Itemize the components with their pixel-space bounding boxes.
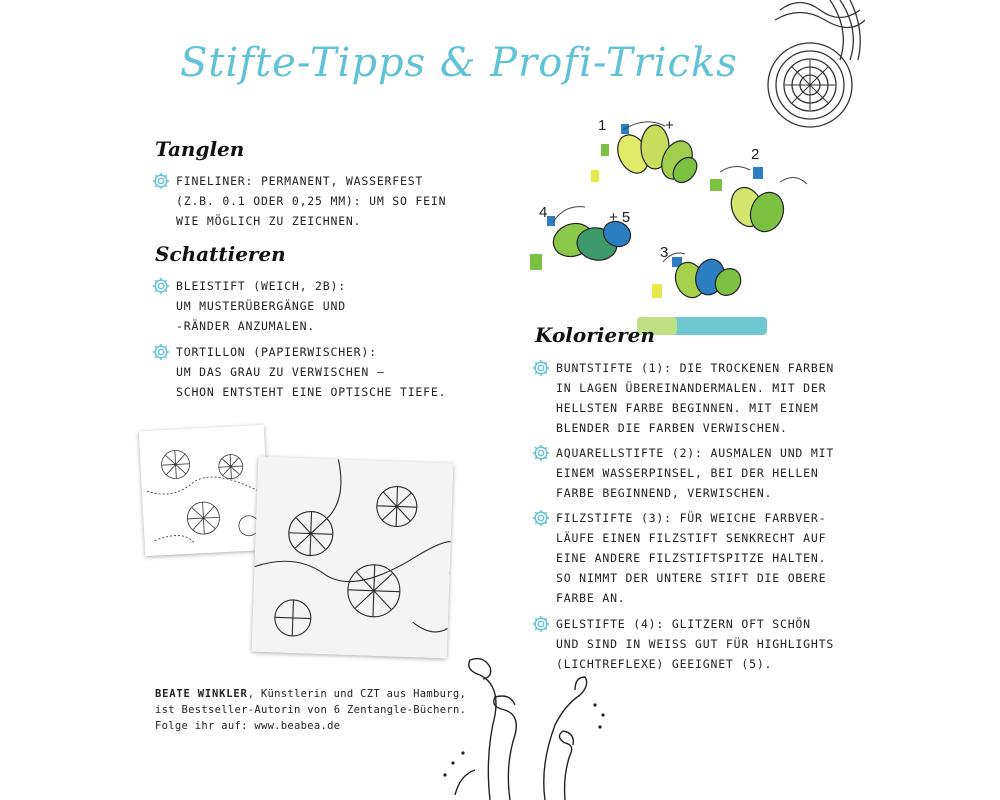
list-item-line: FARBE AN. — [556, 591, 626, 605]
list-item-line: HELLSTEN FARBE BEGINNEN. MIT EINEM — [556, 401, 819, 415]
fern-doodle — [435, 655, 625, 800]
list-item — [152, 342, 446, 402]
heading-tanglen: Tanglen — [155, 137, 245, 161]
heading-kolorieren: Kolorieren — [535, 323, 655, 347]
list-item-line: GELSTIFTE (4): GLITZERN OFT SCHÖN — [556, 617, 811, 631]
heading-schattieren: Schattieren — [155, 242, 286, 266]
tangle-tile-large — [252, 457, 454, 659]
gear-bullet-icon — [152, 277, 170, 295]
list-item-line: SO NIMMT DER UNTERE STIFT DIE OBERE — [556, 571, 827, 585]
step-label: 1 — [598, 117, 607, 134]
list-item-line: FINELINER: PERMANENT, WASSERFEST — [176, 174, 424, 188]
list-item-line: SCHON ENTSTEHT EINE OPTISCHE TIEFE. — [176, 385, 447, 399]
list-item-line: FARBE BEGINNEND, VERWISCHEN. — [556, 486, 773, 500]
author-line3: Folge ihr auf: www.beabea.de — [155, 720, 341, 732]
list-item-line: UM DAS GRAU ZU VERWISCHEN – — [176, 365, 385, 379]
list-item-line: UND SIND IN WEISS GUT FÜR HIGHLIGHTS — [556, 637, 835, 651]
gear-bullet-icon — [532, 444, 550, 462]
coloring-illustration — [525, 112, 820, 342]
list-item — [532, 443, 834, 503]
step-label: 2 — [751, 146, 760, 163]
list-item-line: BLEISTIFT (WEICH, 2B): — [176, 279, 346, 293]
list-item-line: BUNTSTIFTE (1): DIE TROCKENEN FARBEN — [556, 361, 835, 375]
page-title: Stifte-Tipps & Profi-Tricks — [180, 40, 738, 86]
tangle-tile-small — [139, 425, 270, 556]
gear-bullet-icon — [152, 343, 170, 361]
list-item-line: LÄUFE EINEN FILZSTIFT SENKRECHT AUF — [556, 531, 827, 545]
list-item — [532, 508, 826, 608]
list-item-line: AQUARELLSTIFTE (2): AUSMALEN UND MIT — [556, 446, 835, 460]
list-item-line: UM MUSTERÜBERGÄNGE UND — [176, 299, 346, 313]
step-label: + — [665, 117, 674, 134]
list-item-line: WIE MÖGLICH ZU ZEICHNEN. — [176, 214, 362, 228]
step-label: + 5 — [609, 209, 631, 226]
step-label: 3 — [660, 244, 669, 261]
list-item-line: EINEM WASSERPINSEL, BEI DER HELLEN — [556, 466, 819, 480]
list-item-line: BLENDER DIE FARBEN VERWISCHEN. — [556, 421, 788, 435]
list-item-line: (Z.B. 0.1 ODER 0,25 MM): UM SO FEIN — [176, 194, 447, 208]
step-label: 4 — [539, 204, 548, 221]
list-item — [152, 276, 346, 336]
gear-bullet-icon — [532, 359, 550, 377]
author-line2: ist Bestseller-Autorin von 6 Zentangle-Büchern. — [155, 704, 467, 716]
list-item-line: FILZSTIFTE (3): FÜR WEICHE FARBVER- — [556, 511, 827, 525]
gear-bullet-icon — [152, 172, 170, 190]
author-name: BEATE WINKLER — [155, 688, 248, 700]
gear-bullet-icon — [532, 615, 550, 633]
list-item — [532, 358, 834, 438]
author-line1: , Künstlerin und CZT aus Hamburg, — [247, 688, 467, 700]
list-item-line: TORTILLON (PAPIERWISCHER): — [176, 345, 377, 359]
gear-bullet-icon — [532, 509, 550, 527]
author-note — [155, 686, 466, 734]
list-item-line: EINE ANDERE FILZSTIFTSPITZE HALTEN. — [556, 551, 827, 565]
list-item-line: -RÄNDER ANZUMALEN. — [176, 319, 316, 333]
list-item-line: IN LAGEN ÜBEREINANDERMALEN. MIT DER — [556, 381, 827, 395]
list-item-line: (LICHTREFLEXE) GEEIGNET (5). — [556, 657, 773, 671]
list-item — [152, 171, 446, 231]
